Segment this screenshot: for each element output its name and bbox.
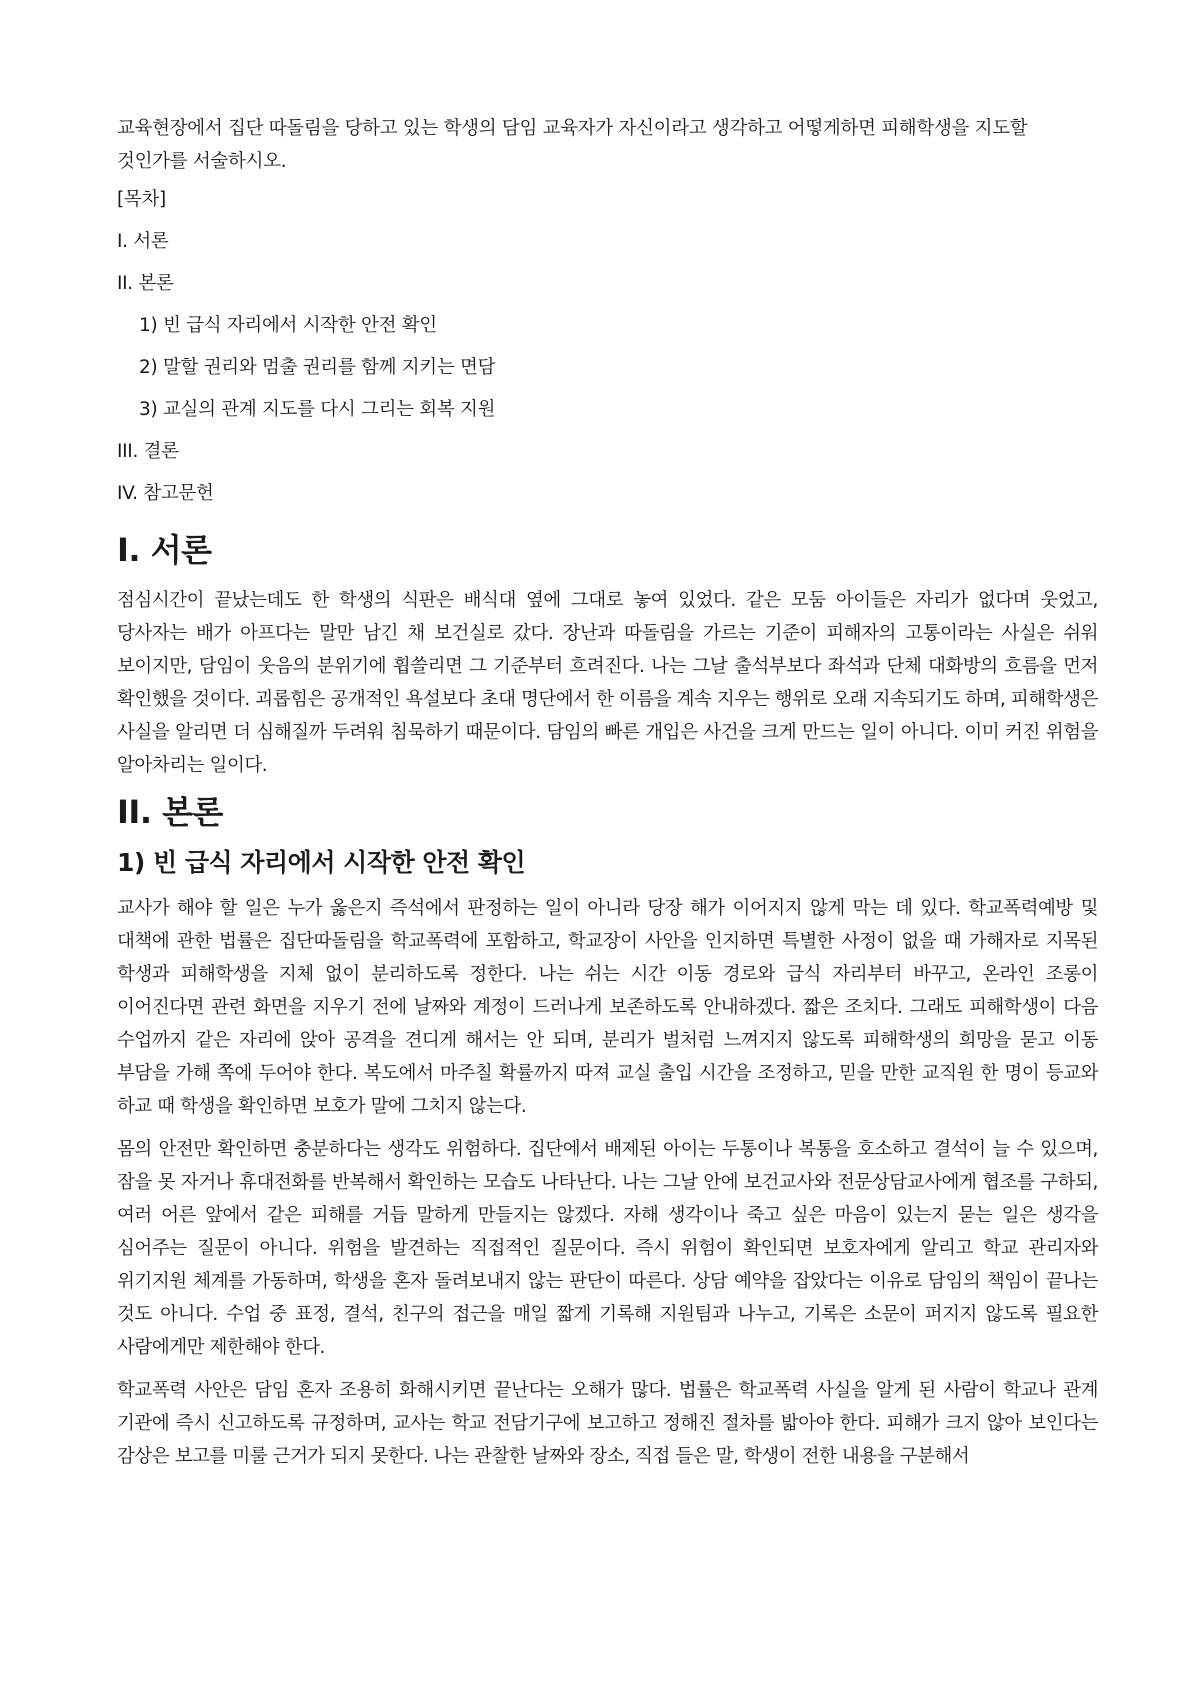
assignment-prompt: 교육현장에서 집단 따돌림을 당하고 있는 학생의 담임 교육자가 자신이라고 생각하고 어떻게하면 피해학생을 지도할 것인가를 서술하시오.: [117, 118, 1028, 172]
toc-heading: [목차]: [117, 189, 166, 210]
toc-item-sub-1: 1) 빈 급식 자리에서 시작한 안전 확인: [139, 315, 437, 336]
intro-paragraph: 점심시간이 끝났는데도 한 학생의 식판은 배식대 옆에 그대로 놓여 있었다. 같은 모둠 아이들은 자리가 없다며 웃었고, 당사자는 배가 아프다는 말만 남긴 채 보건실로 갔다. 장난과 따돌림을 가르는 기준이 피해자의 고통이라는 사실은 쉬워 보이지만, 담임이 웃음의 분위기에 휩쓸리면 그 기준부터 흐려진다. 나는 그날 출석부보다 좌석과 단체 대화방의 흐름을 먼저 확인했을 것이다. 괴롭힘은 공개적인 욕설보다 초대 명단에서 한 이름을 계속 지우는 행위로 오래 지속되기도 하며, 피해학생은 사실을 알리면 더 심해질까 두려워 침묵하기 때문이다. 담임의 빠른 개입은 사건을 크게 만드는 일이 아니다. 이미 커진 위험을 알아차리는 일이다.: [117, 590, 1098, 776]
body-heading: II. 본론: [117, 793, 223, 831]
subsection-1-heading: 1) 빈 급식 자리에서 시작한 안전 확인: [117, 848, 526, 877]
table-of-contents: [117, 186, 1098, 508]
body-paragraph-1: 교사가 해야 할 일은 누가 옳은지 즉석에서 판정하는 일이 아니라 당장 해가 이어지지 않게 막는 데 있다. 학교폭력예방 및 대책에 관한 법률은 집단따돌림을 학교폭력에 포함하고, 학교장이 사안을 인지하면 특별한 사정이 없을 때 가해자로 지목된 학생과 피해학생을 지체 없이 분리하도록 정한다. 나는 쉬는 시간 이동 경로와 급식 자리부터 바꾸고, 온라인 조롱이 이어진다면 관련 화면을 지우기 전에 날짜와 계정이 드러나게 보존하도록 안내하겠다. 짧은 조치다. 그래도 피해학생이 다음 수업까지 같은 자리에 앉아 공격을 견디게 해서는 안 되며, 분리가 벌처럼 느껴지지 않도록 피해학생의 희망을 묻고 이동 부담을 가해 쪽에 두어야 한다. 복도에서 마주칠 확률까지 따져 교실 출입 시간을 조정하고, 믿을 만한 교직원 한 명이 등교와 하교 때 학생을 확인하면 보호가 말에 그치지 않는다.: [117, 898, 1098, 1117]
toc-item-sub-3: 3) 교실의 관계 지도를 다시 그리는 회복 지원: [139, 399, 496, 420]
toc-item-sub-2: 2) 말할 권리와 멈출 권리를 함께 지키는 면담: [139, 357, 496, 378]
body-paragraph-2: 몸의 안전만 확인하면 충분하다는 생각도 위험하다. 집단에서 배제된 아이는 두통이나 복통을 호소하고 결석이 늘 수 있으며, 잠을 못 자거나 휴대전화를 반복해서 확인하는 모습도 나타난다. 나는 그날 안에 보건교사와 전문상담교사에게 협조를 구하되, 여러 어른 앞에서 같은 피해를 거듭 말하게 만들지는 않겠다. 자해 생각이나 죽고 싶은 마음이 있는지 묻는 일은 생각을 심어주는 질문이 아니다. 위험을 발견하는 직접적인 질문이다. 즉시 위험이 확인되면 보호자에게 알리고 학교 관리자와 위기지원 체계를 가동하며, 학생을 혼자 돌려보내지 않는 판단이 따른다. 상담 예약을 잡았다는 이유로 담임의 책임이 끝나는 것도 아니다. 수업 중 표정, 결석, 친구의 접근을 매일 짧게 기록해 지원팀과 나누고, 기록은 소문이 퍼지지 않도록 필요한 사람에게만 제한해야 한다.: [117, 1139, 1099, 1358]
intro-heading: I. 서론: [117, 531, 212, 569]
toc-item-body: II. 본론: [117, 273, 174, 294]
toc-item-references: IV. 참고문헌: [117, 483, 214, 504]
toc-item-intro: I. 서론: [117, 231, 169, 252]
toc-item-conclusion: III. 결론: [117, 441, 179, 462]
body-paragraph-3: 학교폭력 사안은 담임 혼자 조용히 화해시키면 끝난다는 오해가 많다. 법률은 학교폭력 사실을 알게 된 사람이 학교나 관계 기관에 즉시 신고하도록 규정하며, 교사는 학교 전담기구에 보고하고 정해진 절차를 밟아야 한다. 피해가 크지 않아 보인다는 감상은 보고를 미룰 근거가 되지 못한다. 나는 관찰한 날짜와 장소, 직접 들은 말, 학생이 전한 내용을 구분해서: [117, 1380, 1098, 1467]
